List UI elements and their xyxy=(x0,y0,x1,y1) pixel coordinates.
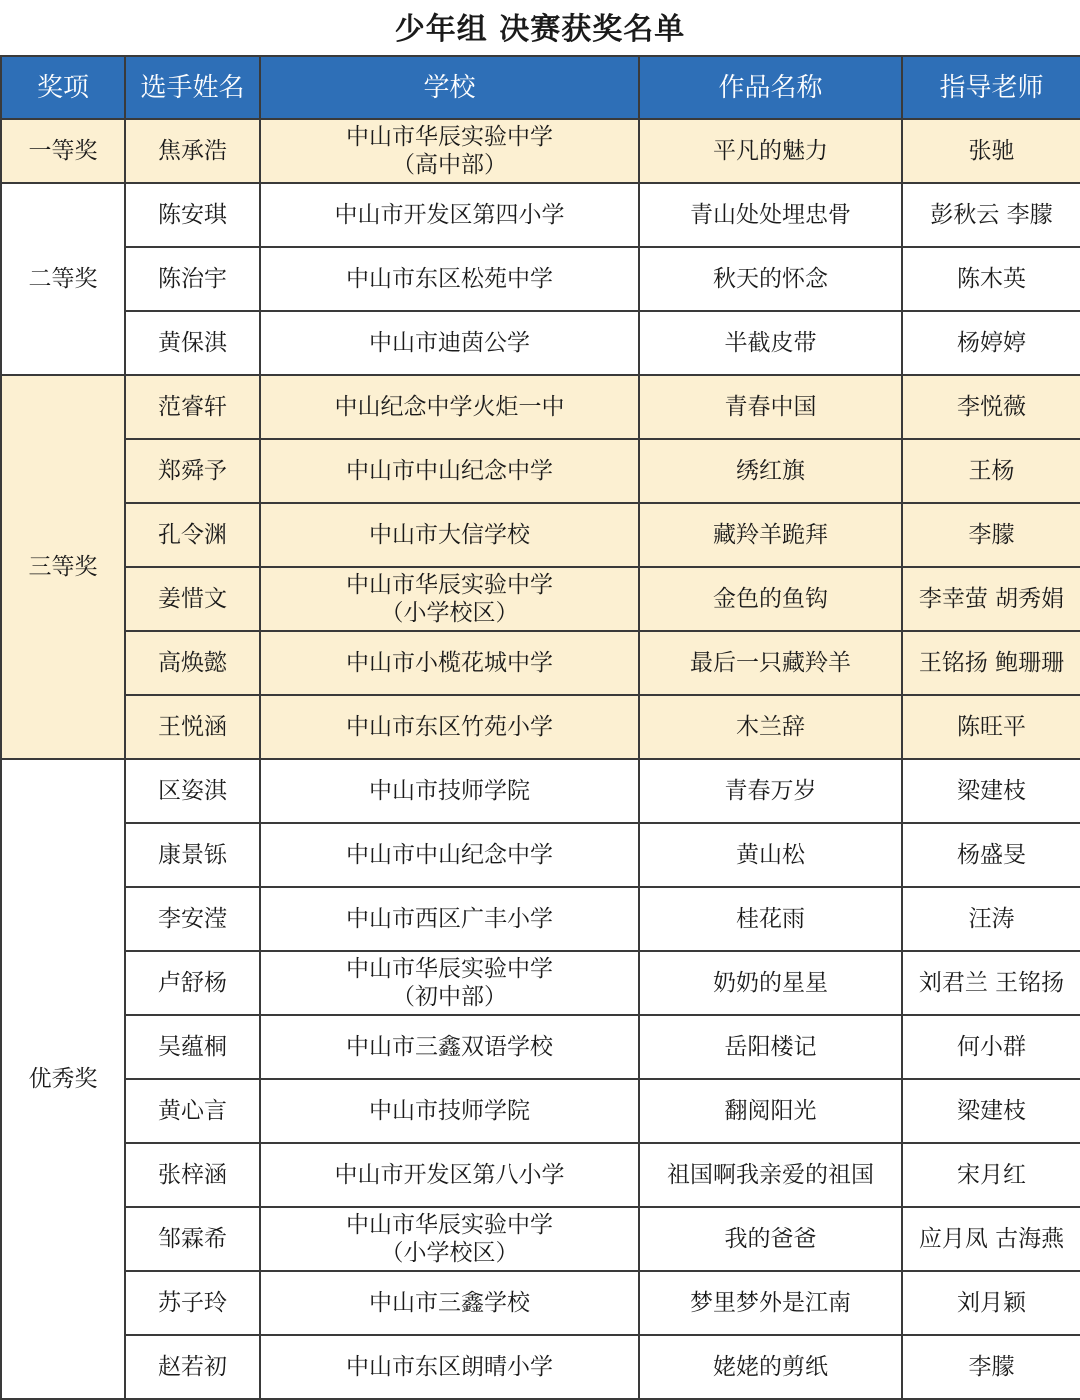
school-line: 中山市华辰实验中学 xyxy=(346,1212,553,1238)
school-line: 中山市华辰实验中学 xyxy=(346,956,553,982)
name-cell: 黄保淇 xyxy=(125,311,260,375)
teacher-cell: 彭秋云 李朦 xyxy=(902,183,1080,247)
work-cell: 最后一只藏羚羊 xyxy=(639,631,902,695)
teacher-cell: 王杨 xyxy=(902,439,1080,503)
name-cell: 郑舜予 xyxy=(125,439,260,503)
teacher-cell: 张驰 xyxy=(902,119,1080,183)
name-cell: 王悦涵 xyxy=(125,695,260,759)
school-cell: 中山市小榄花城中学 xyxy=(260,631,639,695)
school-cell: 中山市迪茵公学 xyxy=(260,311,639,375)
name-cell: 张梓涵 xyxy=(125,1143,260,1207)
name-cell: 高焕懿 xyxy=(125,631,260,695)
school-cell: 中山市开发区第四小学 xyxy=(260,183,639,247)
work-cell: 金色的鱼钩 xyxy=(639,567,902,631)
name-cell: 姜惜文 xyxy=(125,567,260,631)
table-row xyxy=(1,1143,1080,1207)
page-title: 少年组 决赛获奖名单 xyxy=(394,12,686,47)
teacher-cell: 应月凤 古海燕 xyxy=(902,1207,1080,1271)
name-cell: 范睿轩 xyxy=(125,375,260,439)
school-cell: 中山市东区松苑中学 xyxy=(260,247,639,311)
teacher-cell: 李幸萤 胡秀娟 xyxy=(902,567,1080,631)
work-cell: 桂花雨 xyxy=(639,887,902,951)
name-cell: 苏子玲 xyxy=(125,1271,260,1335)
school-cell: 中山市三鑫学校 xyxy=(260,1271,639,1335)
teacher-cell: 陈旺平 xyxy=(902,695,1080,759)
table-row xyxy=(1,375,1080,439)
name-cell: 李安滢 xyxy=(125,887,260,951)
school-cell: 中山纪念中学火炬一中 xyxy=(260,375,639,439)
header-award: 奖项 xyxy=(1,56,125,119)
table-row xyxy=(1,567,1080,631)
teacher-cell: 汪涛 xyxy=(902,887,1080,951)
school-cell: 中山市技师学院 xyxy=(260,759,639,823)
work-cell: 青山处处埋忠骨 xyxy=(639,183,902,247)
table-row xyxy=(1,311,1080,375)
name-cell: 吴蕴桐 xyxy=(125,1015,260,1079)
teacher-cell: 李朦 xyxy=(902,1335,1080,1399)
work-cell: 木兰辞 xyxy=(639,695,902,759)
name-cell: 焦承浩 xyxy=(125,119,260,183)
work-cell: 我的爸爸 xyxy=(639,1207,902,1271)
school-line: 中山市华辰实验中学 xyxy=(346,572,553,598)
school-cell: 中山市开发区第八小学 xyxy=(260,1143,639,1207)
school-cell xyxy=(260,951,639,1015)
table-row xyxy=(1,1271,1080,1335)
school-campus: （初中部） xyxy=(392,984,507,1010)
school-cell: 中山市西区广丰小学 xyxy=(260,887,639,951)
table-row xyxy=(1,439,1080,503)
name-cell: 黄心言 xyxy=(125,1079,260,1143)
teacher-cell: 李朦 xyxy=(902,503,1080,567)
work-cell: 半截皮带 xyxy=(639,311,902,375)
table-row xyxy=(1,823,1080,887)
school-cell: 中山市中山纪念中学 xyxy=(260,823,639,887)
work-cell: 平凡的魅力 xyxy=(639,119,902,183)
work-cell: 祖国啊我亲爱的祖国 xyxy=(639,1143,902,1207)
school-cell: 中山市三鑫双语学校 xyxy=(260,1015,639,1079)
school-cell: 中山市大信学校 xyxy=(260,503,639,567)
table-row xyxy=(1,1207,1080,1271)
work-cell: 黄山松 xyxy=(639,823,902,887)
teacher-cell: 王铭扬 鲍珊珊 xyxy=(902,631,1080,695)
table-row xyxy=(1,183,1080,247)
teacher-cell: 杨盛旻 xyxy=(902,823,1080,887)
table-row xyxy=(1,1335,1080,1399)
table-row xyxy=(1,695,1080,759)
school-cell xyxy=(260,1207,639,1271)
work-cell: 青春万岁 xyxy=(639,759,902,823)
award-cell-first: 一等奖 xyxy=(1,119,125,183)
name-cell: 区姿淇 xyxy=(125,759,260,823)
award-cell-third: 三等奖 xyxy=(1,375,125,759)
school-cell: 中山市东区朗晴小学 xyxy=(260,1335,639,1399)
name-cell: 邹霖希 xyxy=(125,1207,260,1271)
work-cell: 绣红旗 xyxy=(639,439,902,503)
header-work: 作品名称 xyxy=(639,56,902,119)
award-cell-excellent: 优秀奖 xyxy=(1,759,125,1399)
name-cell: 陈安琪 xyxy=(125,183,260,247)
work-cell: 姥姥的剪纸 xyxy=(639,1335,902,1399)
school-cell xyxy=(260,567,639,631)
awards-table xyxy=(0,55,1080,1400)
school-cell: 中山市中山纪念中学 xyxy=(260,439,639,503)
table-row xyxy=(1,631,1080,695)
school-cell: 中山市技师学院 xyxy=(260,1079,639,1143)
name-cell: 康景铄 xyxy=(125,823,260,887)
name-cell: 孔令渊 xyxy=(125,503,260,567)
teacher-cell: 刘君兰 王铭扬 xyxy=(902,951,1080,1015)
school-cell xyxy=(260,119,639,183)
name-cell: 陈治宇 xyxy=(125,247,260,311)
table-row xyxy=(1,1015,1080,1079)
work-cell: 藏羚羊跪拜 xyxy=(639,503,902,567)
school-campus: （小学校区） xyxy=(380,600,519,626)
work-cell: 梦里梦外是江南 xyxy=(639,1271,902,1335)
table-row xyxy=(1,887,1080,951)
name-cell: 卢舒杨 xyxy=(125,951,260,1015)
school-cell: 中山市东区竹苑小学 xyxy=(260,695,639,759)
teacher-cell: 陈木英 xyxy=(902,247,1080,311)
header-name: 选手姓名 xyxy=(125,56,260,119)
work-cell: 秋天的怀念 xyxy=(639,247,902,311)
teacher-cell: 梁建枝 xyxy=(902,1079,1080,1143)
table-row xyxy=(1,1079,1080,1143)
teacher-cell: 刘月颖 xyxy=(902,1271,1080,1335)
work-cell: 青春中国 xyxy=(639,375,902,439)
table-row xyxy=(1,247,1080,311)
work-cell: 奶奶的星星 xyxy=(639,951,902,1015)
table-row xyxy=(1,119,1080,183)
teacher-cell: 何小群 xyxy=(902,1015,1080,1079)
award-cell-second: 二等奖 xyxy=(1,183,125,375)
school-campus: （高中部） xyxy=(392,152,507,178)
school-line: 中山市华辰实验中学 xyxy=(346,124,553,150)
table-row xyxy=(1,951,1080,1015)
teacher-cell: 宋月红 xyxy=(902,1143,1080,1207)
header-teacher: 指导老师 xyxy=(902,56,1080,119)
name-cell: 赵若初 xyxy=(125,1335,260,1399)
teacher-cell: 梁建枝 xyxy=(902,759,1080,823)
table-row xyxy=(1,759,1080,823)
work-cell: 翻阅阳光 xyxy=(639,1079,902,1143)
header-school: 学校 xyxy=(260,56,639,119)
table-row xyxy=(1,503,1080,567)
teacher-cell: 李悦薇 xyxy=(902,375,1080,439)
teacher-cell: 杨婷婷 xyxy=(902,311,1080,375)
school-campus: （小学校区） xyxy=(380,1240,519,1266)
work-cell: 岳阳楼记 xyxy=(639,1015,902,1079)
table-header-row xyxy=(1,56,1080,119)
